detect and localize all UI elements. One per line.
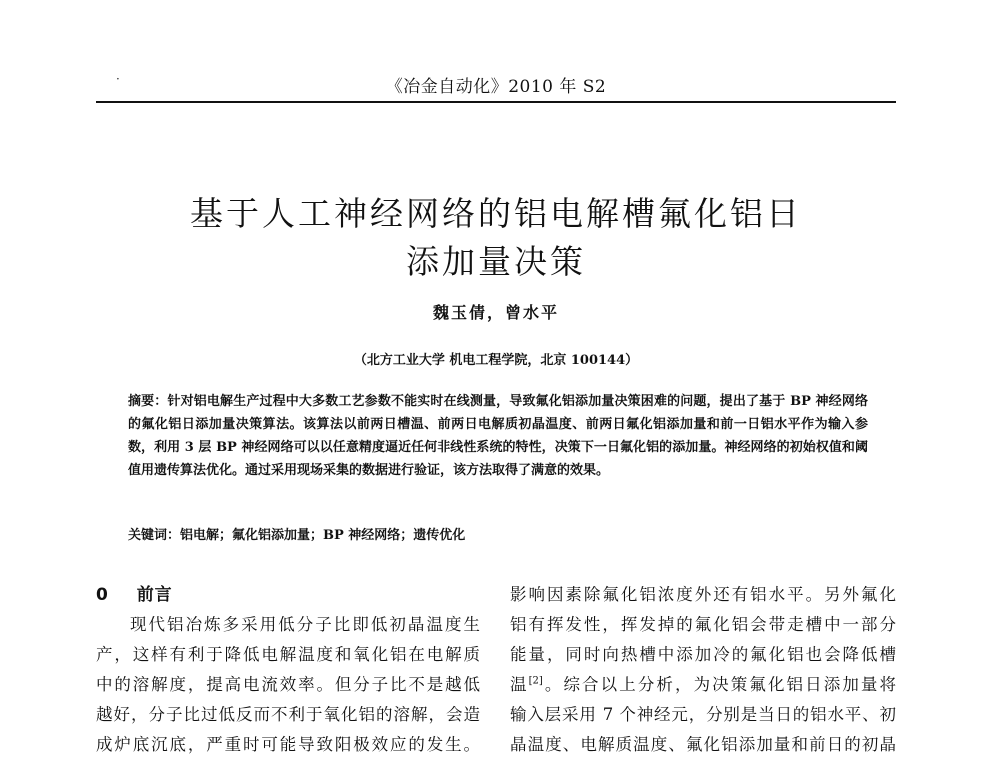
left-line-2: 产，这样有利于降低电解温度和氧化铝在电解质	[96, 645, 480, 664]
left-line-4: 越好，分子比过低反而不利于氧化铝的溶解，会造	[96, 705, 480, 724]
keywords	[128, 524, 868, 543]
header-rule	[96, 101, 896, 103]
right-line-6: 晶温度、电解质温度、氟化铝添加量和前日的初晶	[510, 735, 896, 754]
left-line-1: 现代铝冶炼多采用低分子比即低初晶温度生	[130, 615, 480, 634]
right-column	[510, 580, 896, 760]
keywords-label: 关键词：	[128, 528, 181, 543]
paper-title-line-2: 添加量决策	[406, 242, 586, 281]
right-line-4	[510, 670, 896, 700]
right-line-5: 输入层采用 7 个神经元，分别是当日的铝水平、初	[510, 705, 896, 724]
left-column	[96, 580, 480, 760]
right-line-2: 铝有挥发性，挥发掉的氟化铝会带走槽中一部分	[510, 615, 896, 634]
paper-authors: 魏玉倩，曾水平	[432, 303, 559, 322]
section-heading	[96, 580, 480, 610]
right-line-3: 能量，同时向热槽中添加冷的氟化铝也会降低槽	[510, 645, 896, 664]
right-line-1: 影响因素除氟化铝浓度外还有铝水平。另外氟化	[510, 585, 896, 604]
paper-title-line-1: 基于人工神经网络的铝电解槽氟化铝日	[190, 194, 802, 233]
citation-ref-2: [2]	[528, 675, 543, 687]
right-line-4-rest: 。综合以上分析，为决策氟化铝日添加量将	[542, 675, 896, 694]
section-number: 0	[96, 585, 109, 605]
abstract-label: 摘要：	[128, 394, 168, 409]
abstract-text: 针对铝电解生产过程中大多数工艺参数不能实时在线测量，导致氟化铝添加量决策困难的问题，提出了基于 BP 神经网络的氟化铝日添加量决策算法。该算法以前两日槽温、前两日电解质初晶温度、前两日氟化铝添加量和前一日铝水平作为输入参数，利用 3 层 BP 神经网络可以以任意精度逼近任何非线性系统的特性，决策下一日氟化铝的添加量。神经网络的初始权值和阈值用遗传算法优化。通过采用现场采集的数据进行验证，该方法取得了满意的效果。	[128, 394, 868, 478]
right-line-4-text: 温	[510, 675, 529, 694]
paper-affiliation: （北方工业大学 机电工程学院，北京 100144）	[353, 353, 639, 368]
section-title: 前言	[136, 585, 173, 605]
scan-speck: ·	[116, 72, 120, 86]
abstract	[128, 390, 868, 482]
left-line-3: 中的溶解度，提高电流效率。但分子比不是越低	[96, 675, 480, 694]
journal-header: 《冶金自动化》2010 年 S2	[385, 77, 607, 97]
keywords-text: 铝电解；氟化铝添加量；BP 神经网络；遗传优化	[180, 528, 466, 543]
left-line-5: 成炉底沉底，严重时可能导致阳极效应的发生。	[96, 735, 480, 754]
